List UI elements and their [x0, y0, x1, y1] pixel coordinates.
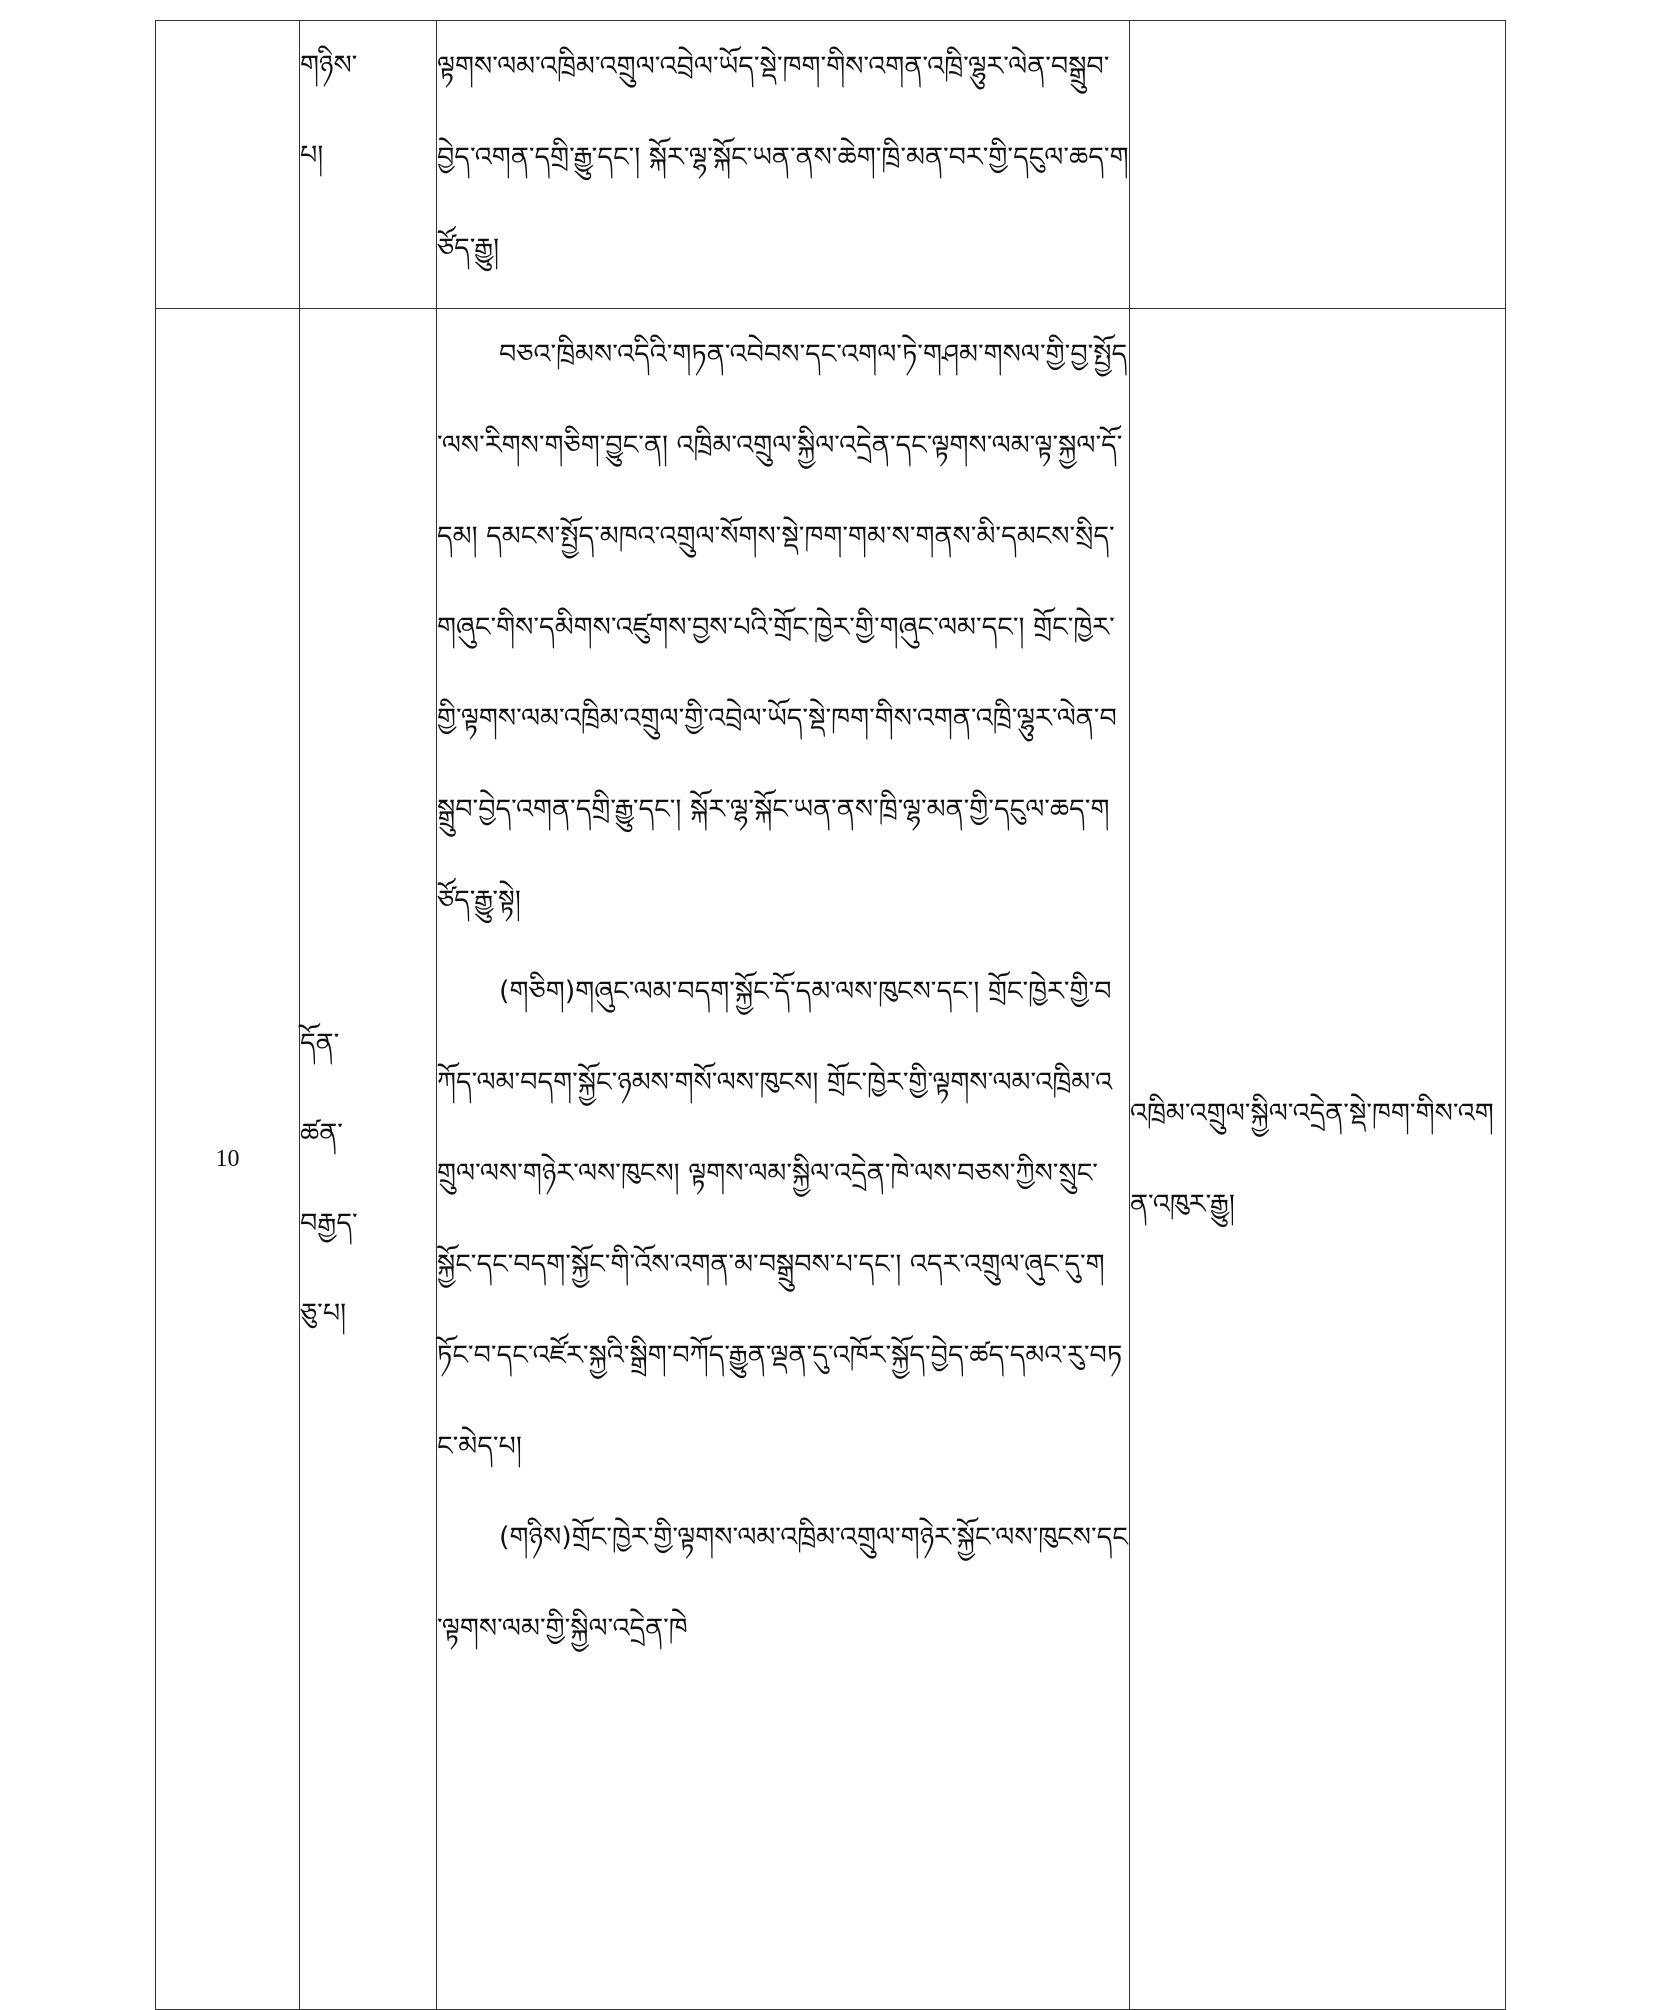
- table-row: [156, 21, 1506, 309]
- row-result-cell: [1130, 21, 1506, 309]
- row-number-cell: 10: [156, 309, 300, 2010]
- row-heading-cell: [300, 21, 437, 309]
- row-body-cell: [437, 21, 1130, 309]
- document-table: [155, 20, 1506, 2010]
- body-paragraph: ལྟགས་ལམ་འཁྲིམ་འགྲུལ་འབྲེལ་ཡོད་སྡེ་ཁག་གིས་འགན་འཁྲི་ལྷུར་ལེན་བསྒྲུབ་བྱེད་འགན་དགྲི་རྒྱུ་དང་། སྐོར་ལྷ་སྐོང་ཡན་ནས་ཆེག་ཁྲི་མན་བར་གྱི་དངུལ་ཆད་གཙོད་རྒྱུ།: [437, 51, 1129, 264]
- row-result-cell: འཁྲིམ་འགྲུལ་སྐྱིལ་འདྲེན་སྡེ་ཁག་གིས་འགན་འཁུར་རྒྱུ།: [1130, 309, 1506, 2010]
- body-paragraph: བཅའ་ཁྲིམས་འདིའི་གཏན་འབེབས་དང་འགལ་ཏེ་གཤམ་གསལ་གྱི་བྱ་སྤྱོད་ལས་རིགས་གཅིག་བྱུང་ན། འཁྲིམ་འགྲུལ་སྐྱིལ་འདྲེན་དང་ལྟགས་ལམ་ལྟ་སྐྱལ་དོ་དམ། དམངས་སྤྱོད་མཁའ་འགྲུལ་སོགས་སྡེ་ཁག་གམ་ས་གནས་མི་དམངས་སྲིད་གཞུང་གིས་དམིགས་འཛུགས་བྱས་པའི་གྲོང་ཁྱེར་གྱི་གཞུང་ལམ་དང་། གྲོང་ཁྱེར་གྱི་ལྟགས་ལམ་འཁྲིམ་འགྲུལ་གྱི་འབྲེལ་ཡོད་སྡེ་ཁག་གིས་འགན་འཁྲི་ལྷུར་ལེན་བསྒྲུབ་བྱེད་འགན་དགྲི་རྒྱུ་དང་། སྐོར་ལྷ་སྐོང་ཡན་ནས་ཁྲི་ལྷ་མན་གྱི་དངུལ་ཆད་གཙོད་རྒྱུ་སྟེ།: [437, 339, 1128, 916]
- body-paragraph: (གཉིས)གྲོང་ཁྱེར་གྱི་ལྟགས་ལམ་འཁྲིམ་འགྲུལ་གཉེར་སྐྱོང་ལས་ཁུངས་དང་ལྟགས་ལམ་གྱི་སྐྱིལ་འདྲེན་ཁེ: [437, 1522, 1128, 1644]
- heading-line: ཚན་: [300, 1118, 343, 1149]
- heading-line: བརྒྱད་: [300, 1208, 358, 1239]
- heading-line: ཅུ་པ།: [300, 1298, 347, 1329]
- heading-line: དོན་: [300, 1028, 340, 1059]
- row-body-cell: [437, 309, 1130, 2010]
- row-number-cell: [156, 21, 300, 309]
- table-row: [156, 309, 1506, 2010]
- row-heading-cell: [300, 309, 437, 2010]
- body-paragraph: (གཅིག)གཞུང་ལམ་བདག་སྐྱོང་དོ་དམ་ལས་ཁུངས་དང་། གྲོང་ཁྱེར་གྱི་བཀོད་ལམ་བདག་སྐྱོང་ཉམས་གསོ་ལས་ཁུངས། གྲོང་ཁྱེར་གྱི་ལྟགས་ལམ་འཁྲིམ་འགྲུལ་ལས་གཉེར་ལས་ཁུངས། ལྟགས་ལམ་སྐྱིལ་འདྲེན་ཁེ་ལས་བཅས་ཀྱིས་སྲུང་སྐྱོང་དང་བདག་སྐྱོང་གི་འོས་འགན་མ་བསྒྲུབས་པ་དང་། འདར་འགྲུལ་ཞུང་དུ་གཏོང་བ་དང་འཛོར་སྐྱའི་སྒྲིག་བཀོད་རྒྱུན་ལྡན་དུ་འཁོར་སྐྱོད་བྱེད་ཚད་དམའ་རུ་བཏང་མེད་པ།: [437, 976, 1123, 1462]
- heading-line: གཉིས་: [300, 50, 358, 81]
- heading-line: པ།: [300, 140, 324, 171]
